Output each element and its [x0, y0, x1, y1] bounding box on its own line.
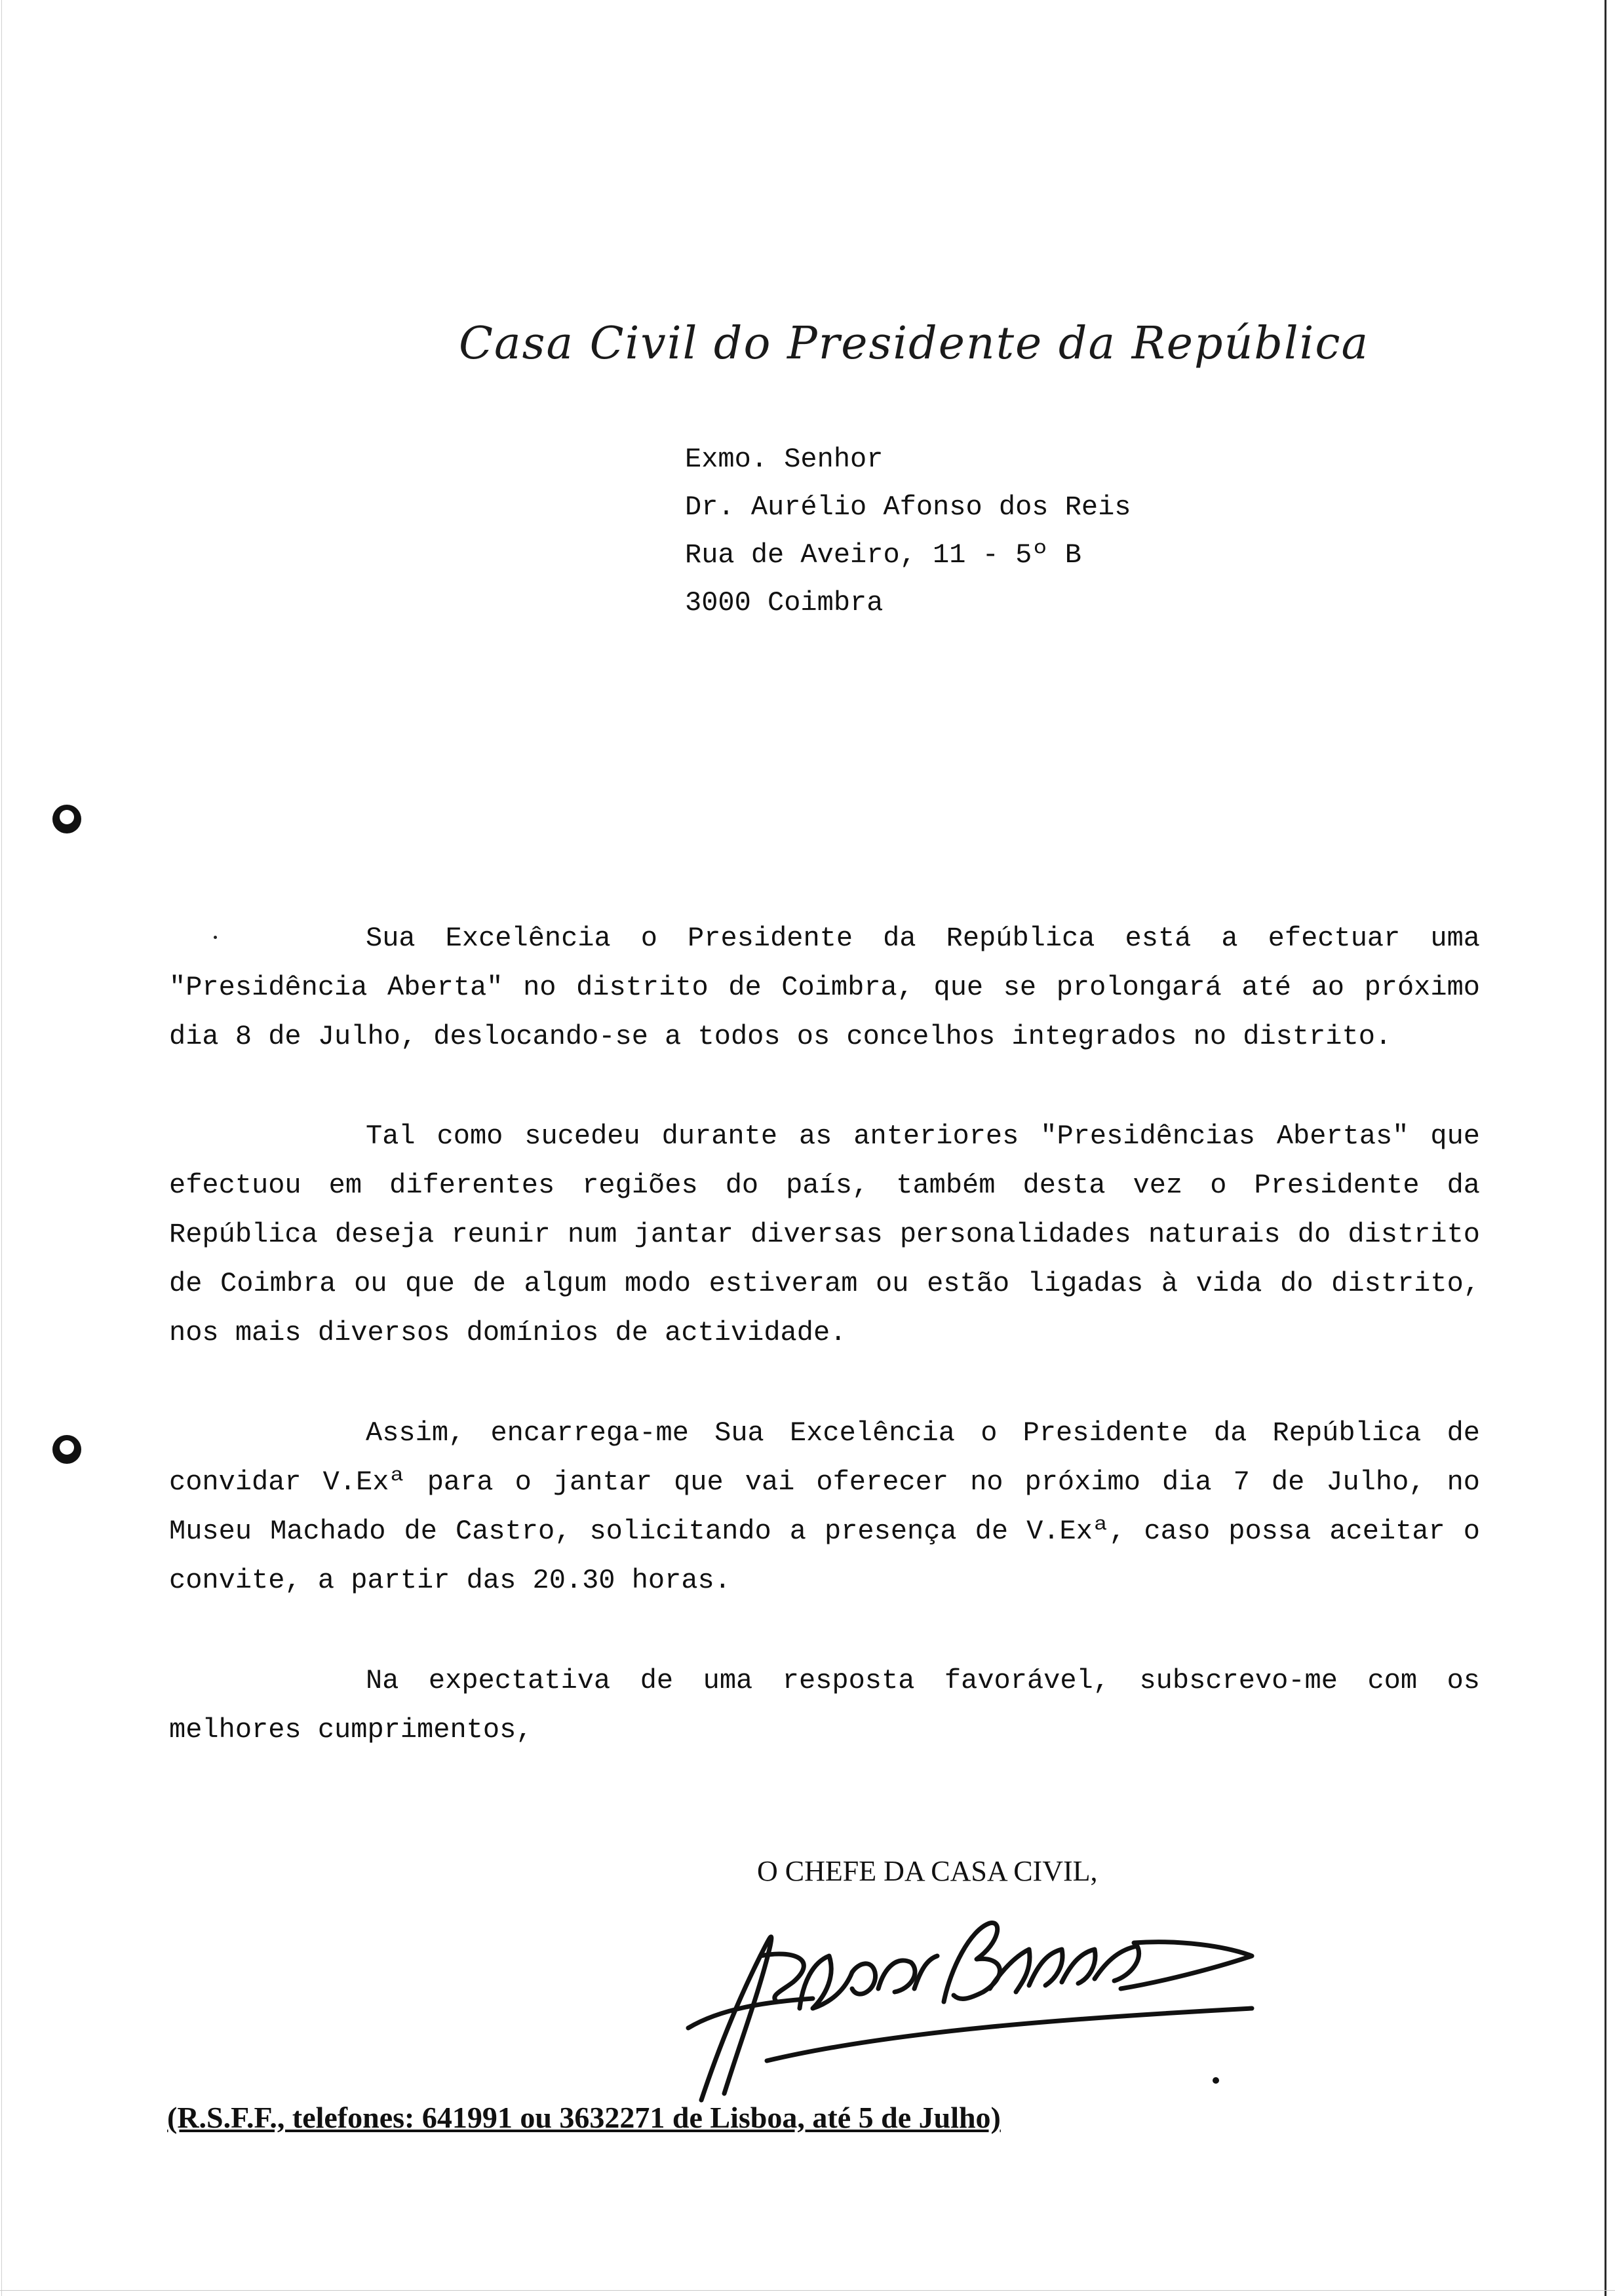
footer-note: (R.S.F.F., telefones: 641991 ou 3632271 de Lisboa, até 5 de Julho): [167, 2101, 1001, 2134]
page-edge-bottom: [0, 2290, 1615, 2291]
address-salutation: Exmo. Senhor: [685, 444, 884, 475]
paragraph-1-text: Sua Excelência o Presidente da República está a efectuar uma "Presidência Aberta" no distrito de Coimbra, que se prolongará até ao próximo dia 8 de Julho, deslocando-se a todos os concelhos integrados no distrito.: [169, 923, 1480, 1052]
punch-hole-bottom: [52, 1435, 81, 1464]
page-edge-left: [1, 0, 2, 2296]
page-edge-right: [1605, 0, 1606, 2296]
paragraph-1: [169, 914, 1480, 1062]
handwritten-signature: [662, 1910, 1285, 2107]
paragraph-4: [169, 1656, 1480, 1755]
closing-title: O CHEFE DA CASA CIVIL,: [757, 1855, 1098, 1887]
address-city: 3000 Coimbra: [685, 587, 884, 619]
paragraph-3-text: Assim, encarrega-me Sua Excelência o Presidente da República de convidar V.Exª para o jantar que vai oferecer no próximo dia 7 de Julho, no Museu Machado de Castro, solicitando a presença de V.Exª, caso possa aceitar o convite, a partir das 20.30 horas.: [169, 1417, 1480, 1596]
paragraph-2: [169, 1112, 1480, 1358]
paragraph-3: [169, 1409, 1480, 1605]
address-name: Dr. Aurélio Afonso dos Reis: [685, 491, 1131, 523]
address-street: Rua de Aveiro, 11 - 5º B: [685, 539, 1081, 571]
letterhead: Casa Civil do Presidente da República: [459, 318, 1370, 370]
recipient-address: [685, 436, 1131, 627]
paragraph-2-text: Tal como sucedeu durante as anteriores "Presidências Abertas" que efectuou em diferentes regiões do país, também desta vez o Presidente da República deseja reunir num jantar diversas personalidades naturais do distrito de Coimbra ou que de algum modo estiveram ou estão ligadas à vida do distrito, nos mais diversos domínios de actividade.: [169, 1120, 1480, 1349]
punch-hole-top: [52, 805, 81, 833]
paragraph-4-text: Na expectativa de uma resposta favorável, subscrevo-me com os melhores cumprimentos,: [169, 1665, 1480, 1746]
